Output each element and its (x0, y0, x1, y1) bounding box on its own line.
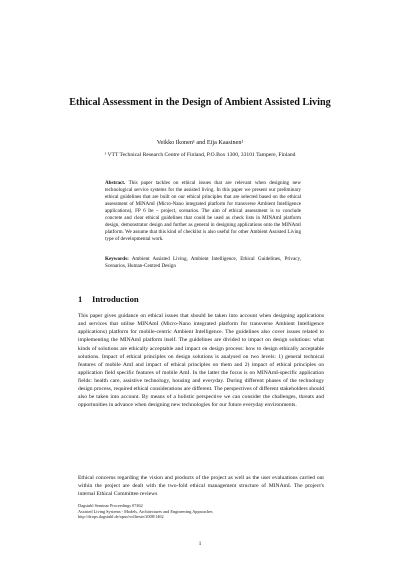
keywords-label: Keywords: (105, 256, 129, 262)
paper-title: Ethical Assessment in the Design of Ambient Assisted Living (69, 97, 331, 108)
page-number: 1 (198, 541, 202, 547)
abstract (105, 180, 301, 243)
section-heading (78, 294, 139, 304)
footnote-url[interactable]: http://drops.dagstuhl.de/opus/volltexte/2008/1462 (78, 514, 164, 520)
body-paragraph-2: Ethical concerns regarding the vision and products of the project as well as the user evaluations carried out within the project are dealt with the two-fold ethical management structure of MINAmI. The project's internal Ethical Committee reviews (78, 475, 324, 498)
author-affiliation: ¹ VTT Technical Research Centre of Finland, P.O.Box 1300, 33101 Tampere, Finland (104, 152, 296, 158)
footnote-proceedings: Dagstuhl Seminar Proceedings 07462 (78, 503, 143, 508)
abstract-text: This paper tackles on ethical issues that are relevant when designing new technological service systems for the assisted living. In this paper we present our preliminary ethical guidelines that are built on our ethical principles that are selected based on the ethical assessment of MINAmI (Micro-Nano integrated platform for transverse Ambient Intelligence applications), FP 6 Ite – project, scenarios. The aim of ethical assessment is to conclude concrete and clear ethical guidelines that could be used as check lists in MINAmI platform design, demonstrator design and further as general in designing applications onto the MINAmI platform. We assume that this kind of checklist is also useful for other Ambient Assisted Living type of developmental work. (105, 180, 301, 243)
footnote-seminar-title: Assisted Living Systems - Models, Architectures and Engineering Approaches (78, 508, 213, 514)
keywords (105, 256, 301, 270)
section-number: 1 (78, 294, 83, 304)
section-title: Introduction (92, 294, 139, 304)
abstract-label: Abstract. (105, 180, 126, 186)
publication-footnote (78, 503, 213, 520)
body-paragraph-1: This paper gives guidance on ethical issues that should be taken into account when designing applications and services that utilise MINAmI (Micro-Nano integrated platform for transverse Ambient Intelligence applications) platform for mobile-centric Ambient Intelligence. The guidelines also cover issues related to implementing the MINAmI platform itself. The guidelines are divided to impact on design solutions: what kinds of solutions are ethically acceptable and impact on design process: how to design ethically acceptable solutions. Impact of ethical principles on design solutions is analysed on two levels: 1) general technical features of mobile AmI and impact of ethical principles on them and 2) impact of ethical principles on application field specific features of mobile AmI. In the latter the focus is on MINAmI-specific application fields: health care, assistive technology, housing and everyday. During different phases of the technology design process, required ethical considerations are different. The perspectives of different stakeholders should also be taken into account. By means of a holistic perspective we can consider the challenges, threats and opportunities in advance when designing new technologies for our future everyday environments. (78, 313, 324, 409)
keywords-text: Ambient Assisted Living, Ambient Intelligence, Ethical Guidelines, Privacy, Scenarios, Human-Centred Design (105, 256, 301, 270)
author-list: Veikko Ikonen¹ and Eija Kaasinen¹ (156, 139, 244, 146)
